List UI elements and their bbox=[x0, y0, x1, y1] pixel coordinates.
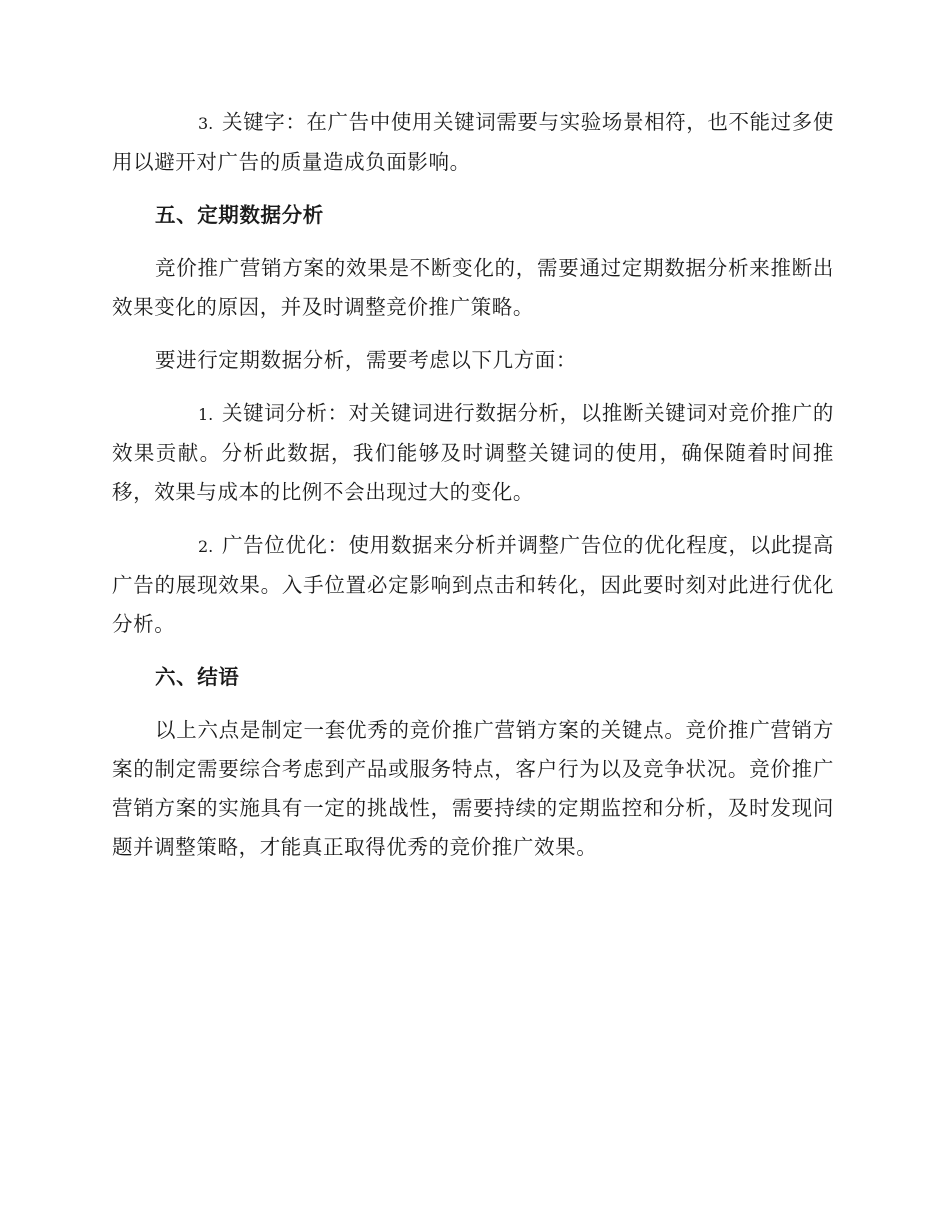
list-item-2 bbox=[112, 526, 834, 644]
list-item-3 bbox=[112, 103, 834, 182]
list-item-text: 关键字：在广告中使用关键词需要与实验场景相符，也不能过多使用以避开对广告的质量造成负面影响。 bbox=[112, 110, 834, 174]
paragraph: 竞价推广营销方案的效果是不断变化的，需要通过定期数据分析来推断出效果变化的原因，并及时调整竞价推广策略。 bbox=[112, 256, 834, 319]
list-number: 1. bbox=[198, 405, 214, 424]
list-item-1 bbox=[112, 394, 834, 512]
list-item-text: 关键词分析：对关键词进行数据分析，以推断关键词对竞价推广的效果贡献。分析此数据，我们能够及时调整关键词的使用，确保随着时间推移，效果与成本的比例不会出现过大的变化。 bbox=[112, 401, 834, 504]
document-page bbox=[112, 103, 834, 881]
section-heading-6: 六、结语 bbox=[155, 665, 240, 689]
list-number: 2. bbox=[198, 537, 214, 556]
paragraph: 要进行定期数据分析，需要考虑以下几方面： bbox=[155, 348, 577, 372]
section-heading-5: 五、定期数据分析 bbox=[155, 203, 324, 227]
paragraph: 以上六点是制定一套优秀的竞价推广营销方案的关键点。竞价推广营销方案的制定需要综合考虑到产品或服务特点，客户行为以及竞争状况。竞价推广营销方案的实施具有一定的挑战性，需要持续的定期监控和分析，及时发现问题并调整策略，才能真正取得优秀的竞价推广效果。 bbox=[112, 718, 834, 859]
list-item-text: 广告位优化：使用数据来分析并调整广告位的优化程度，以此提高广告的展现效果。入手位置必定影响到点击和转化，因此要时刻对此进行优化分析。 bbox=[112, 533, 834, 636]
list-number: 3. bbox=[198, 114, 214, 133]
